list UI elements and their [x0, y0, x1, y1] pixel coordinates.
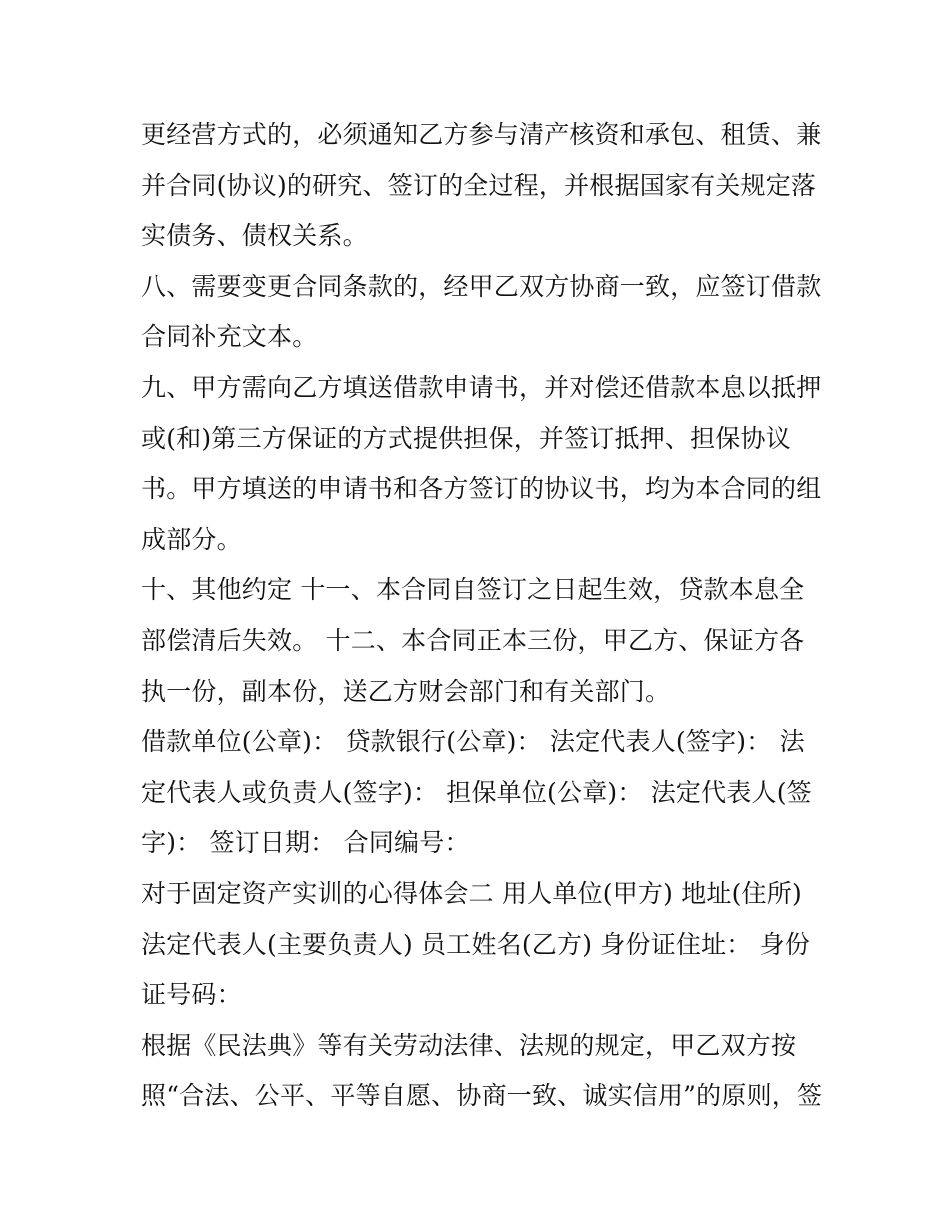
text-line: 证号码：	[141, 980, 242, 1010]
text-line: 八、需要变更合同条款的，经甲乙双方协商一致，应签订借款	[141, 271, 822, 301]
text-line: 借款单位(公章)： 贷款银行(公章)： 法定代表人(签字)： 法	[141, 727, 805, 757]
text-line: 字)： 签订日期： 合同编号：	[141, 828, 470, 858]
text-line: 根据《民法典》等有关劳动法律、法规的规定，甲乙双方按	[141, 1030, 797, 1060]
document-body	[141, 110, 821, 1122]
text-line: 成部分。	[141, 524, 242, 554]
text-line: 照“合法、公平、平等自愿、协商一致、诚实信用”的原则，签	[141, 1081, 823, 1111]
text-line: 部偿清后失效。 十二、本合同正本三份，甲乙方、保证方各	[141, 625, 805, 655]
text-line: 法定代表人(主要负责人) 员工姓名(乙方) 身份证住址： 身份	[141, 929, 811, 959]
text-line: 实债务、债权关系。	[141, 221, 368, 251]
text-line: 更经营方式的，必须通知乙方参与清产核资和承包、租赁、兼	[141, 120, 822, 149]
text-line: 并合同(协议)的研究、签订的全过程，并根据国家有关规定落	[141, 170, 817, 200]
text-line: 书。甲方填送的申请书和各方签订的协议书，均为本合同的组	[141, 474, 822, 504]
text-line: 定代表人或负责人(签字)： 担保单位(公章)： 法定代表人(签	[141, 777, 812, 807]
text-line: 对于固定资产实训的心得体会二 用人单位(甲方) 地址(住所)	[141, 878, 802, 908]
text-line: 九、甲方需向乙方填送借款申请书，并对偿还借款本息以抵押	[141, 372, 822, 402]
text-line: 执一份，副本份，送乙方财会部门和有关部门。	[141, 676, 671, 706]
text-line: 合同补充文本。	[141, 322, 318, 352]
text-line: 或(和)第三方保证的方式提供担保，并签订抵押、担保协议	[141, 423, 791, 453]
text-line: 十、其他约定 十一、本合同自签订之日起生效，贷款本息全	[141, 575, 805, 605]
